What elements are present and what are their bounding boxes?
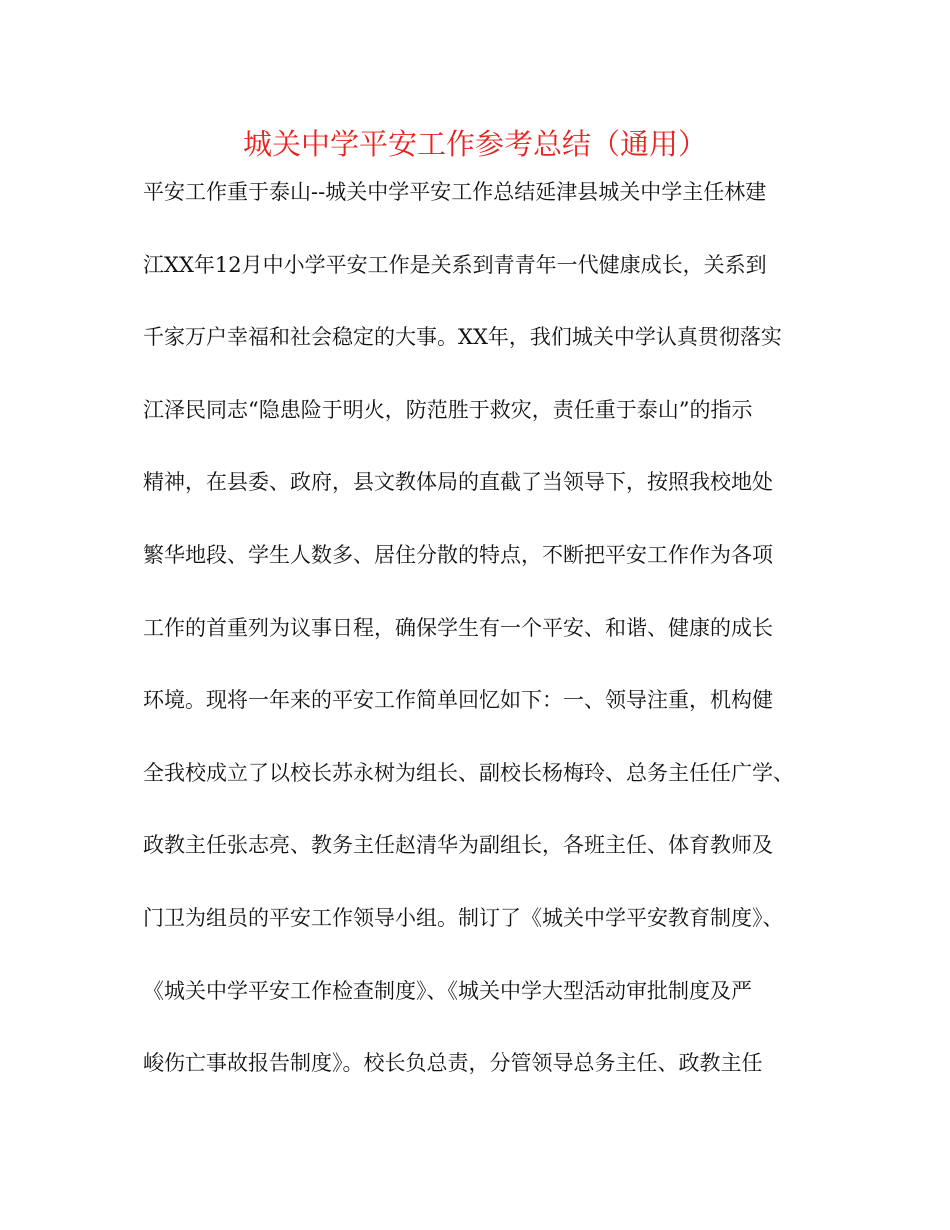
document-title: 城关中学平安工作参考总结（通用） [242, 127, 707, 161]
body-line: 精神，在县委、政府，县文教体局的直截了当领导下，按照我校地处 [143, 470, 773, 495]
body-line: 政教主任张志亮、教务主任赵清华为副组长，各班主任、体育教师及 [143, 833, 773, 858]
body-line: 千家万户幸福和社会稳定的大事。XX年，我们城关中学认真贯彻落实 [143, 325, 782, 350]
body-line: 江XX年12月中小学平安工作是关系到青青年一代健康成长，关系到 [143, 252, 767, 277]
body-line: 江泽民同志“隐患险于明火，防范胜于救灾，责任重于泰山”的指示 [143, 397, 753, 422]
body-line: 环境。现将一年来的平安工作简单回忆如下：一、领导注重，机构健 [143, 688, 773, 713]
body-line: 平安工作重于泰山--城关中学平安工作总结延津县城关中学主任林建 [143, 180, 767, 204]
body-line: 峻伤亡事故报告制度》。校长负总责，分管领导总务主任、政教主任 [143, 1051, 763, 1076]
body-line: 《城关中学平安工作检查制度》、《城关中学大型活动审批制度及严 [143, 978, 752, 1003]
body-line: 繁华地段、学生人数多、居住分散的特点，不断把平安工作作为各项 [143, 542, 773, 567]
body-line: 门卫为组员的平安工作领导小组。制订了《城关中学平安教育制度》、 [143, 905, 784, 930]
document-body [143, 170, 823, 1114]
body-line: 全我校成立了以校长苏永树为组长、副校长杨梅玲、总务主任任广学、 [143, 760, 794, 785]
body-line: 工作的首重列为议事日程，确保学生有一个平安、和谐、健康的成长 [143, 615, 773, 640]
